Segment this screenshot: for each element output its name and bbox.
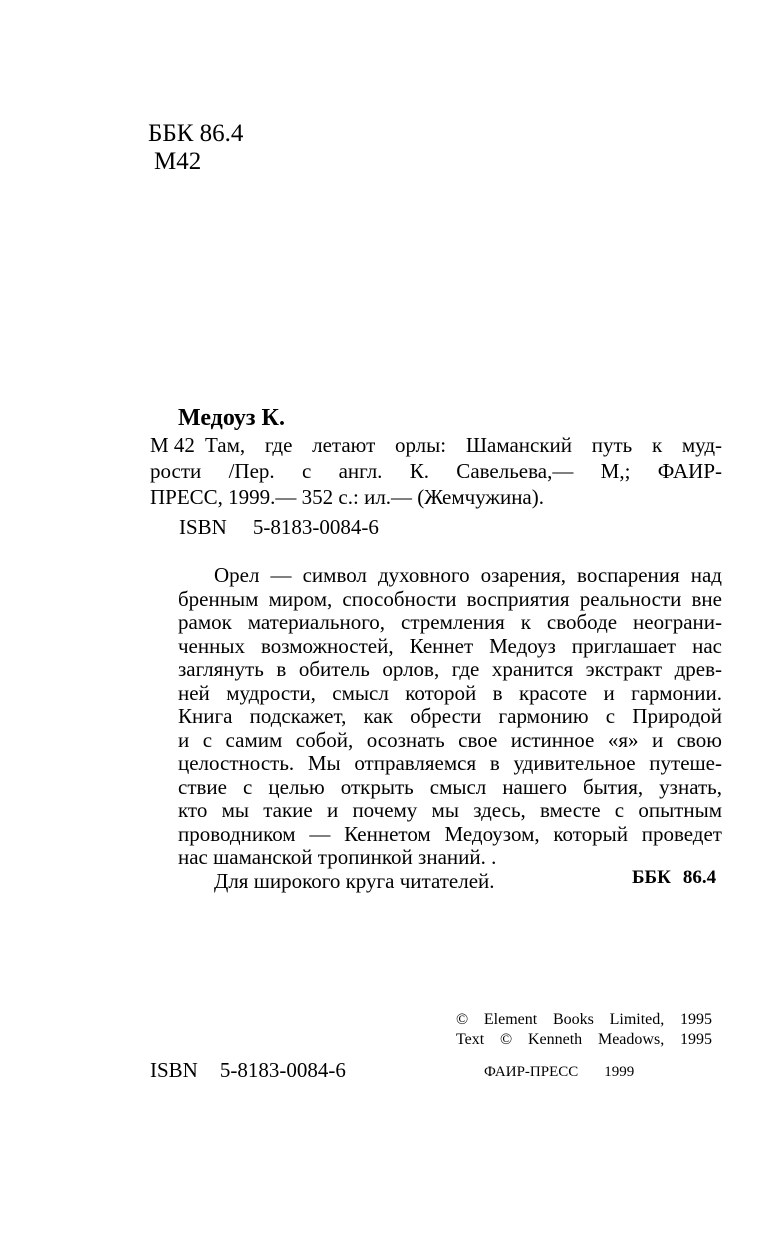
annotation-line: проводником — Кеннетом Медоузом, который проведет [178, 821, 722, 846]
annotation-line: Орел — символ духовного озарения, воспарения над [214, 563, 722, 587]
catalog-entry [150, 432, 722, 510]
annotation-line: кто мы такие и почему мы здесь, вместе с опытным [178, 798, 722, 822]
annotation-line: ней мудрости, смысл которой в красоте и гармонии. [178, 680, 722, 705]
bbk-index [632, 866, 716, 890]
catalog-entry-line-3: ПРЕСС, 1999.— 352 с.: ил.— (Жемчужина). [150, 485, 544, 509]
annotation-line: нас шаманской тропинкой знаний. . [178, 845, 497, 869]
copyright-line: Text © Kenneth Meadows, 1995 [456, 1031, 712, 1048]
copyright-line: © Element Books Limited, 1995 [456, 1011, 712, 1028]
catalog-entry-line-2: рости /Пер. с англ. К. Савельева,— М,; ФАИР- [150, 459, 722, 483]
isbn-label: ISBN [179, 515, 227, 539]
annotation-line: ствие с целью открыть смысл нашего бытия, узнать, [178, 774, 722, 799]
annotation-line: рамок материального, стремления к свободе неограни- [178, 610, 722, 634]
isbn-footer-label: ISBN [150, 1058, 198, 1082]
annotation [178, 564, 722, 893]
annotation-audience: Для широкого круга читателей. [214, 868, 495, 893]
bbk-code: ББК 86.4 [148, 120, 244, 147]
publisher-name: ФАИР-ПРЕСС [484, 1064, 579, 1080]
isbn-entry [179, 514, 405, 540]
annotation-line: Книга подскажет, как обрести гармонию с Природой [178, 704, 722, 728]
isbn-number: 5-8183-0084-6 [252, 515, 379, 539]
author-name: Медоуз К. [178, 405, 285, 431]
annotation-line: и с самим собой, осознать свое истинное «я» и свою [178, 727, 722, 752]
copyright-block [456, 1010, 712, 1050]
isbn-footer [150, 1057, 368, 1083]
catalog-entry-line-1 [150, 432, 722, 458]
annotation-line: целостность. Мы отправляемся в удивительное путеше- [178, 751, 722, 775]
catalog-entry-title: Там, где летают орлы: Шаманский путь к муд- [204, 433, 722, 457]
bbk-index-number: 86.4 [682, 867, 717, 888]
annotation-line: ченных возможностей, Кеннет Медоуз приглашает нас [178, 633, 722, 658]
publisher-year: 1999 [604, 1064, 635, 1080]
catalog-entry-mark: М 42 [150, 433, 195, 457]
author-mark: М42 [154, 148, 202, 175]
bbk-index-label: ББК [632, 867, 671, 888]
isbn-footer-number: 5-8183-0084-6 [219, 1058, 346, 1082]
annotation-line: бренным миром, способности восприятия реальности вне [178, 586, 722, 611]
annotation-line: заглянуть в обитель орлов, где хранится экстракт древ- [178, 657, 722, 681]
publisher-imprint [484, 1062, 634, 1082]
